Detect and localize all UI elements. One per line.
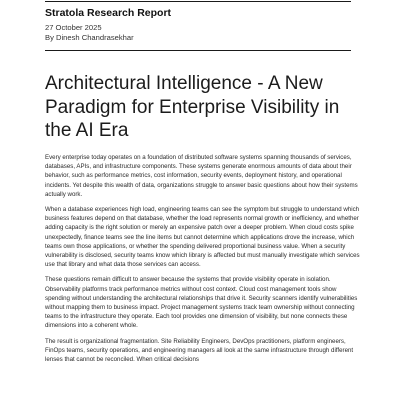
article-title: Architectural Intelligence - A New Paradigm for Enterprise Visibility in the AI Era bbox=[45, 73, 340, 141]
article-body bbox=[45, 153, 363, 370]
body-paragraph: When a database experiences high load, engineering teams can see the symptom but struggle to understand which business features depend on that database, whether the load represents normal growth or inefficiency, and whether adding capacity is the right solution or merely an expensive patch over a deeper problem. When cloud costs spike unexpectedly, finance teams see the line items but cannot determine which applications drove the increase, which teams own those applications, or whether the spending delivered proportional business value. When a security vulnerability is disclosed, security teams know which library is affected but must manually investigate which services use that library and what data those services can access. bbox=[45, 206, 360, 269]
header-bottom-divider bbox=[45, 50, 351, 51]
report-date: 27 October 2025 bbox=[45, 23, 102, 32]
report-name: Stratola Research Report bbox=[45, 7, 172, 19]
header-top-divider bbox=[45, 1, 351, 2]
body-paragraph: The result is organizational fragmentation. Site Reliability Engineers, DevOps practitioners, platform engineers, FinOps teams, security operations, and engineering managers all look at the same infrastructure through different lenses that cannot be reconciled. When critical decisions bbox=[45, 337, 354, 364]
report-author: By Dinesh Chandrasekhar bbox=[45, 33, 134, 42]
body-paragraph: These questions remain difficult to answer because the systems that provide visibility operate in isolation. Observability platforms track performance metrics without cost context. Cloud cost management tools show spending without understanding the architectural relationships that drive it. Security scanners identify vulnerabilities without mapping them to business impact. Project management systems track team ownership without connecting teams to the infrastructure they operate. Each tool provides one dimension of visibility, but none connects these dimensions into a coherent whole. bbox=[45, 276, 358, 330]
body-paragraph: Every enterprise today operates on a foundation of distributed software systems spanning thousands of services, databases, APIs, and infrastructure components. These systems generate enormous amounts of data about their behavior, such as performance metrics, cost information, security events, deployment history, and operational incidents. Yet despite this wealth of data, organizations struggle to answer basic questions about how their systems actually work. bbox=[45, 154, 358, 198]
